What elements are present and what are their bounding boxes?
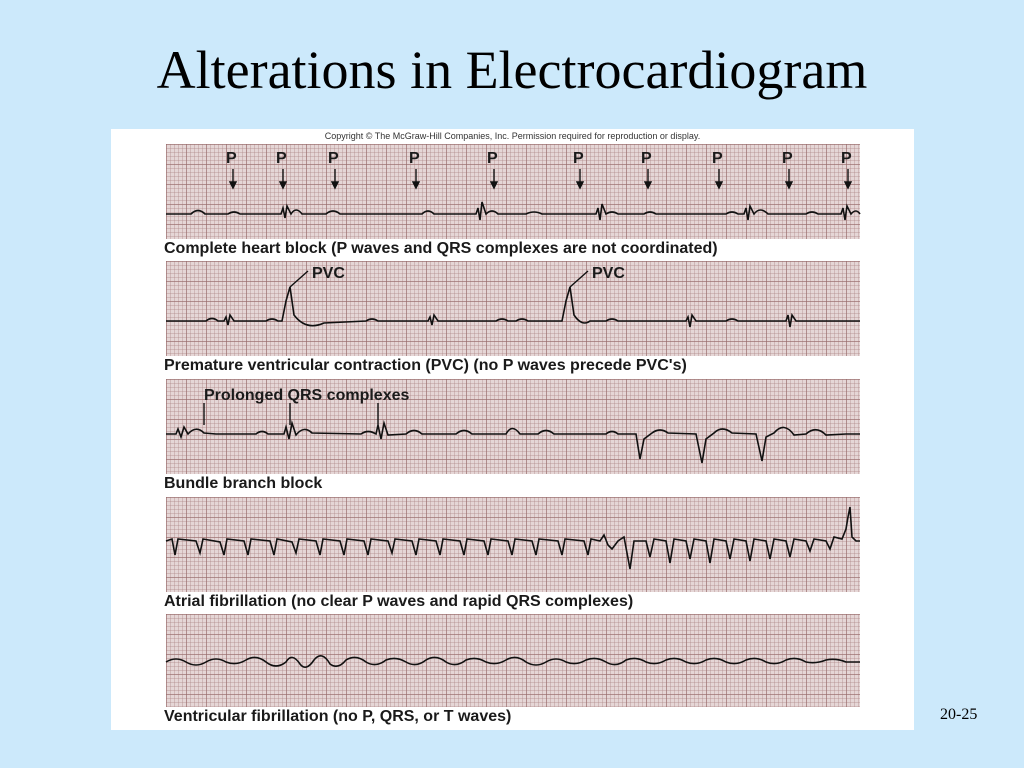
ecg-strip-complete-heart-block	[166, 144, 860, 239]
p-wave-label: P	[573, 150, 584, 167]
trace-line	[166, 202, 860, 220]
pvc-label: PVC	[592, 265, 625, 282]
prolonged-qrs-label: Prolonged QRS complexes	[204, 387, 410, 404]
copyright-notice: Copyright © The McGraw-Hill Companies, Inc. Permission required for reproduction or display.	[324, 131, 701, 141]
strip-label-bundle-branch-block: Bundle branch block	[164, 475, 323, 492]
p-wave-label: P	[328, 150, 339, 167]
strip-label-ventricular-fibrillation: Ventricular fibrillation (no P, QRS, or T waves)	[164, 708, 512, 725]
ecg-strip-bundle-branch-block	[166, 379, 860, 474]
ecg-strip-pvc	[166, 261, 860, 356]
trace-line	[166, 656, 860, 667]
ecg-trace-ventricular-fibrillation	[166, 614, 860, 707]
ecg-trace-atrial-fibrillation	[166, 497, 860, 592]
p-wave-label: P	[487, 150, 498, 167]
ecg-figure	[111, 129, 914, 730]
p-wave-label: P	[712, 150, 723, 167]
p-wave-label: P	[276, 150, 287, 167]
p-wave-markers	[230, 169, 851, 188]
trace-line	[166, 287, 860, 327]
strip-label-atrial-fibrillation: Atrial fibrillation (no clear P waves and rapid QRS complexes)	[164, 593, 634, 610]
ecg-trace-pvc	[166, 261, 860, 356]
trace-line	[166, 423, 860, 463]
p-wave-label: P	[782, 150, 793, 167]
p-wave-label: P	[409, 150, 420, 167]
p-wave-label: P	[641, 150, 652, 167]
prolonged-qrs-pointers	[204, 403, 378, 425]
strip-label-complete-heart-block: Complete heart block (P waves and QRS complexes are not coordinated)	[164, 240, 718, 257]
ecg-strip-ventricular-fibrillation	[166, 614, 860, 707]
trace-line	[166, 507, 860, 569]
ecg-strip-atrial-fibrillation	[166, 497, 860, 592]
p-wave-label: P	[841, 150, 852, 167]
slide-number: 20-25	[940, 706, 978, 723]
ecg-trace-complete-heart-block	[166, 144, 860, 239]
strip-label-pvc: Premature ventricular contraction (PVC) (no P waves precede PVC's)	[164, 357, 687, 374]
p-wave-label: P	[226, 150, 237, 167]
pvc-label: PVC	[312, 265, 345, 282]
slide-title: Alterations in Electrocardiogram	[156, 40, 868, 100]
